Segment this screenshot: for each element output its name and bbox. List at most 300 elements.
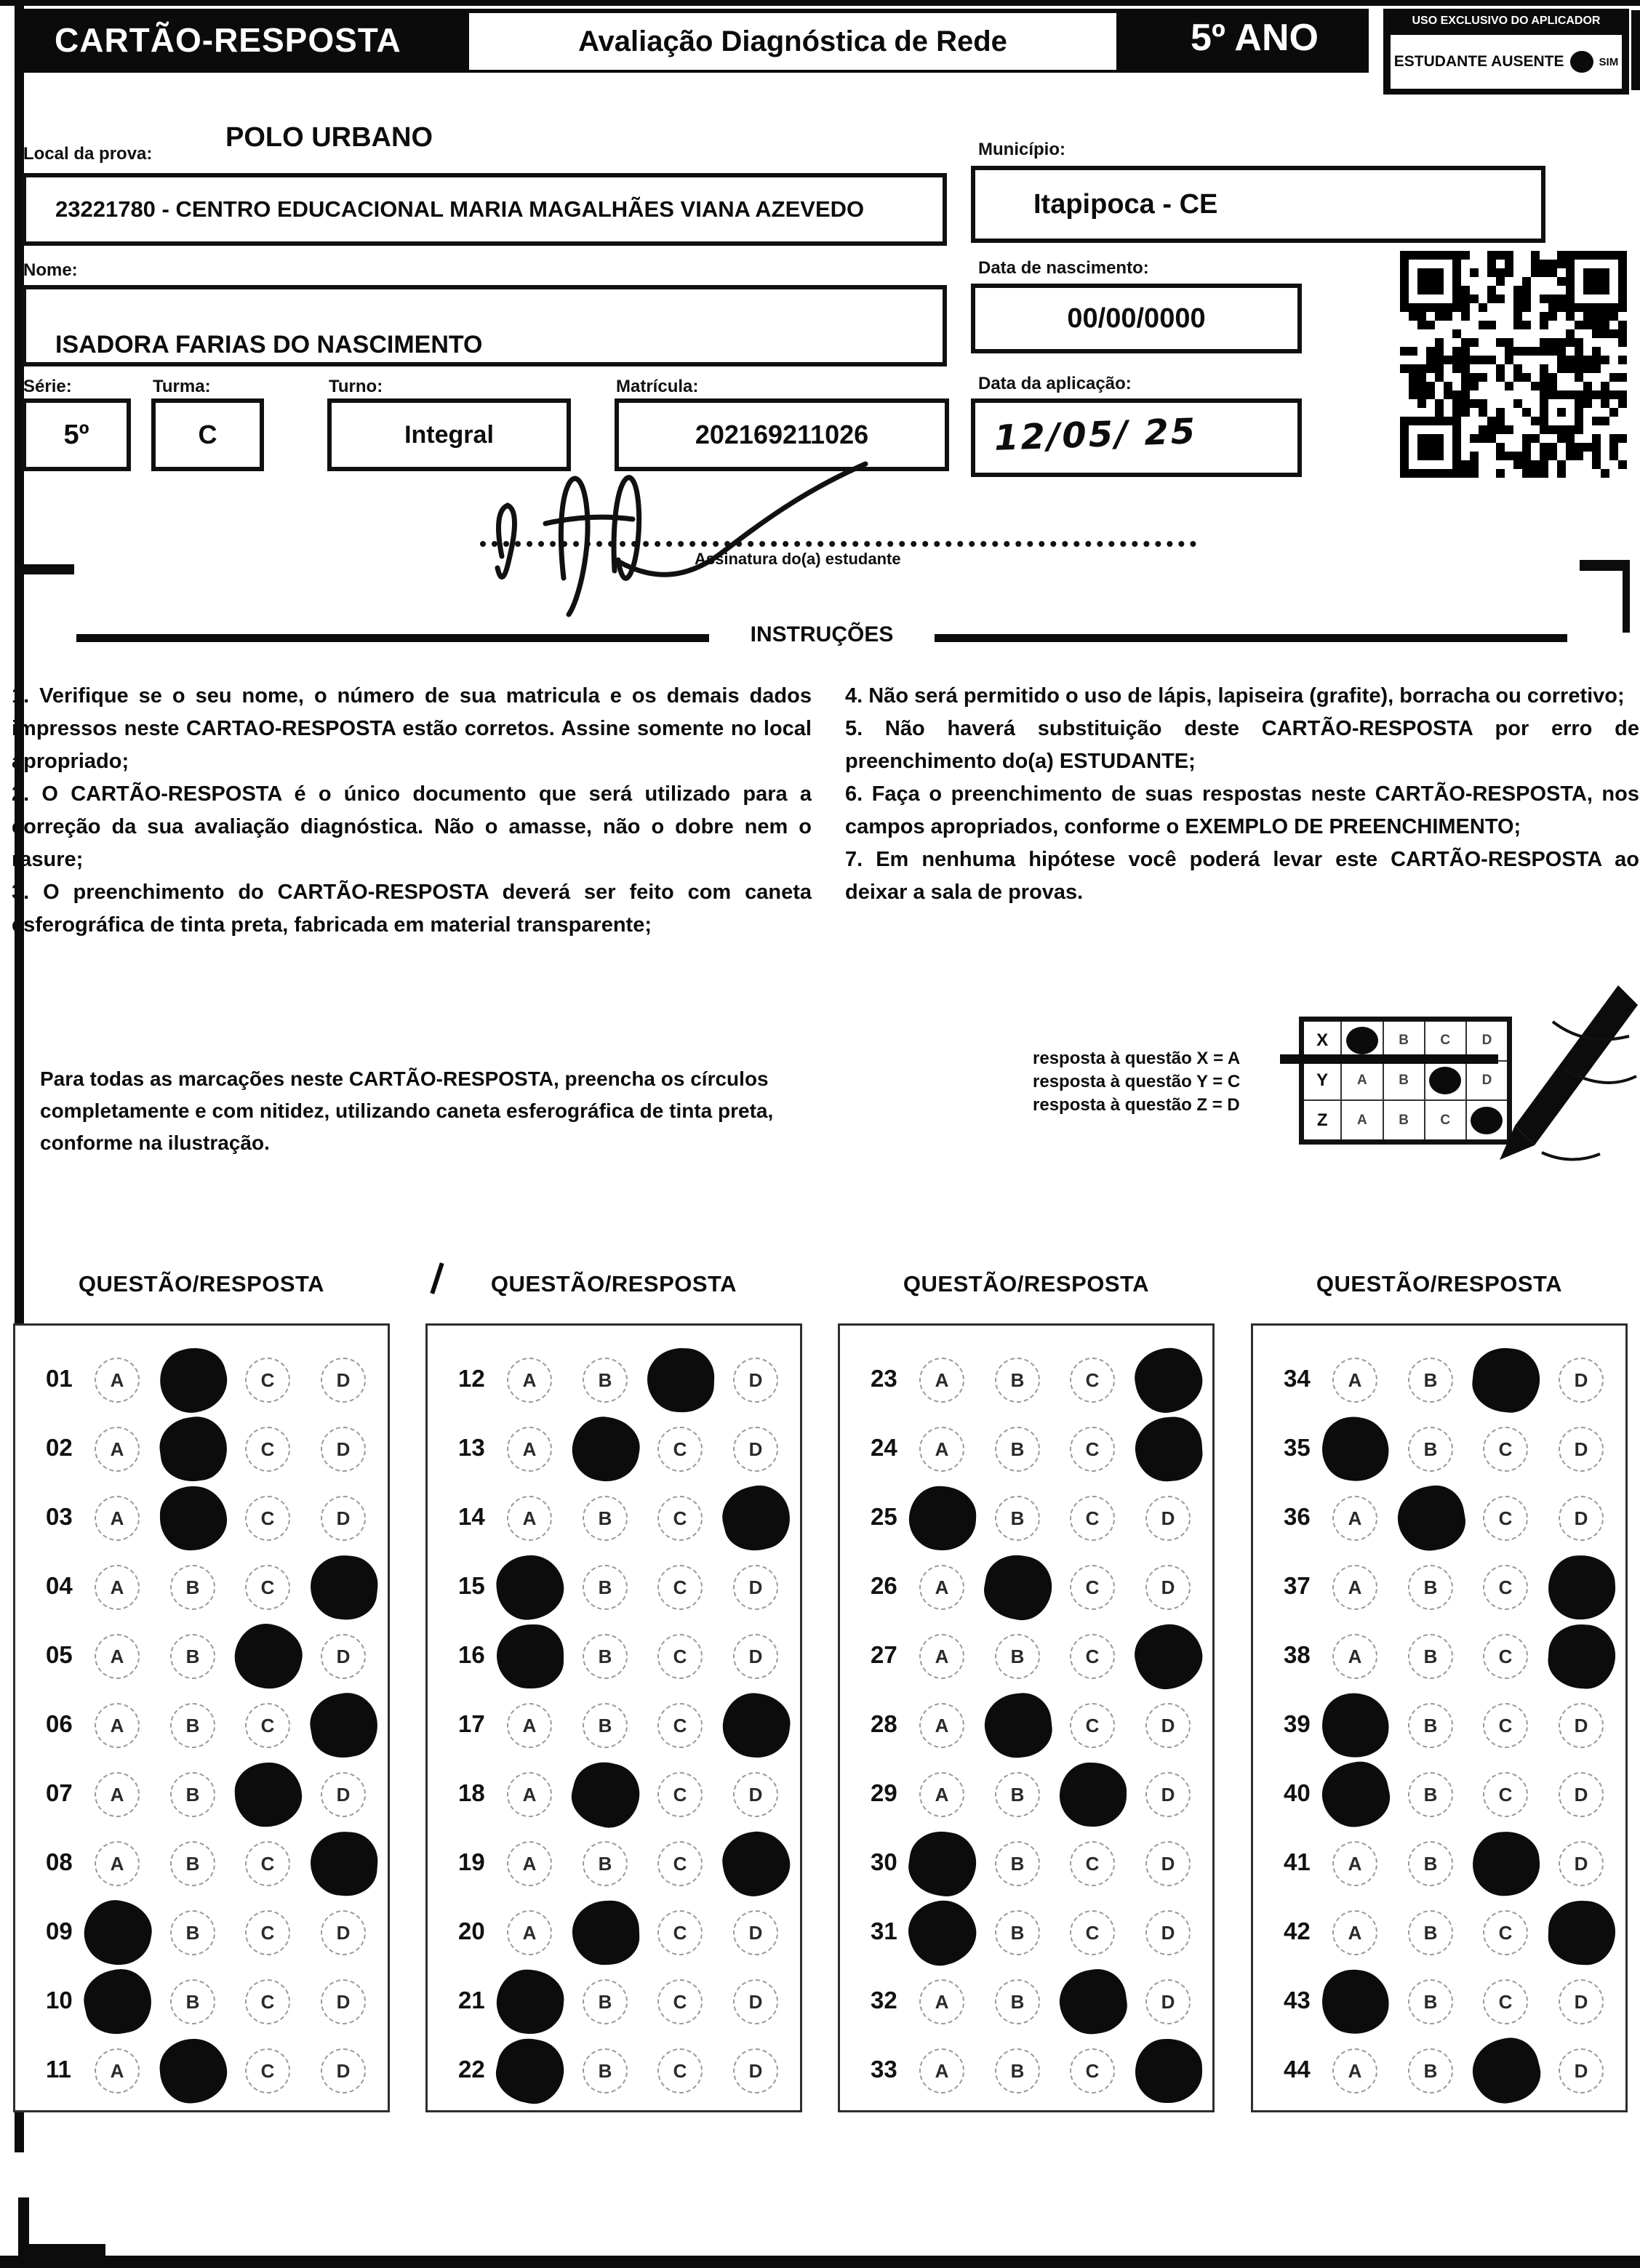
bubble-letter: B <box>1423 1576 1438 1598</box>
bubble-16-C <box>657 1634 703 1679</box>
bubble-letter: C <box>260 1369 275 1391</box>
bubble-letter: D <box>336 1783 351 1806</box>
bubble-38-C <box>1483 1634 1528 1679</box>
bubble-34-C <box>1483 1358 1528 1403</box>
bubble-letter: C <box>673 2059 687 2082</box>
bubble-21-C <box>657 1979 703 2024</box>
bubble-letter: B <box>1423 1921 1438 1944</box>
bubble-29-A <box>919 1772 964 1817</box>
bubble-12-D <box>733 1358 778 1403</box>
question-number-39: 39 <box>1284 1710 1311 1737</box>
bubble-letter: D <box>748 1576 763 1598</box>
bubble-letter: C <box>260 1438 275 1460</box>
bubble-02-A <box>95 1427 140 1472</box>
bubble-15-D <box>733 1565 778 1610</box>
bubble-letter: C <box>1498 1921 1513 1944</box>
example-question-label: Z <box>1316 1110 1328 1130</box>
bubble-30-A <box>919 1841 964 1886</box>
marked-answer-33-D <box>1135 2038 1203 2104</box>
bubble-14-D <box>733 1496 778 1541</box>
bubble-17-C <box>657 1703 703 1748</box>
bubble-36-B <box>1408 1496 1453 1541</box>
bubble-07-A <box>95 1772 140 1817</box>
bubble-letter: C <box>260 1852 275 1875</box>
turno-label: Turno: <box>329 377 383 396</box>
bubble-40-A <box>1332 1772 1377 1817</box>
bubble-06-B <box>170 1703 215 1748</box>
serie-label: Série: <box>23 377 72 396</box>
bubble-42-C <box>1483 1910 1528 1955</box>
assessment-subtitle: Avaliação Diagnóstica de Rede <box>578 25 1007 57</box>
bubble-08-D <box>321 1841 366 1886</box>
bubble-36-A <box>1332 1496 1377 1541</box>
bubble-letter: C <box>673 1852 687 1875</box>
bubble-31-D <box>1145 1910 1191 1955</box>
bubble-35-A <box>1332 1427 1377 1472</box>
bubble-08-C <box>245 1841 290 1886</box>
serie-value: 5º <box>63 419 89 450</box>
bubble-35-D <box>1559 1427 1604 1472</box>
question-number-02: 02 <box>46 1434 73 1461</box>
question-number-35: 35 <box>1284 1434 1311 1461</box>
bubble-22-D <box>733 2048 778 2093</box>
bubble-letter: C <box>1085 1645 1100 1667</box>
example-option-Y-B: B <box>1383 1062 1424 1100</box>
bubble-26-C <box>1070 1565 1115 1610</box>
answer-column-3 <box>838 1323 1215 2112</box>
question-number-19: 19 <box>458 1848 485 1875</box>
question-number-42: 42 <box>1284 1918 1311 1944</box>
bubble-35-C <box>1483 1427 1528 1472</box>
bubble-letter: A <box>1348 1921 1362 1944</box>
bubble-letter: D <box>1161 1783 1175 1806</box>
bubble-letter: C <box>1085 1576 1100 1598</box>
bubble-letter: C <box>1498 1438 1513 1460</box>
bubble-34-B <box>1408 1358 1453 1403</box>
bubble-letter: B <box>185 1576 200 1598</box>
bubble-02-C <box>245 1427 290 1472</box>
example-question-label: X <box>1316 1030 1329 1051</box>
page-title: CARTÃO-RESPOSTA <box>55 21 401 59</box>
bubble-14-C <box>657 1496 703 1541</box>
bubble-25-D <box>1145 1496 1191 1541</box>
bubble-33-A <box>919 2048 964 2093</box>
bubble-letter: C <box>1498 1783 1513 1806</box>
bubble-letter: C <box>673 1990 687 2013</box>
bubble-05-D <box>321 1634 366 1679</box>
nome-label: Nome: <box>23 260 78 280</box>
bubble-22-C <box>657 2048 703 2093</box>
bubble-letter: B <box>1010 1507 1025 1529</box>
bubble-letter: A <box>110 1783 124 1806</box>
bubble-letter: B <box>598 1369 612 1391</box>
instruction-item: 4. Não será permitido o uso de lápis, lapiseira (grafite), borracha ou corretivo; <box>845 684 1625 708</box>
bubble-letter: D <box>1574 1714 1588 1736</box>
bubble-letter: A <box>935 1645 949 1667</box>
marked-answer-10-A <box>79 1963 157 2040</box>
marked-answer-05-C <box>228 1618 308 1695</box>
marked-answer-39-A <box>1316 1688 1394 1763</box>
question-number-15: 15 <box>458 1572 485 1599</box>
bubble-letter: C <box>1498 1576 1513 1598</box>
bubble-letter: C <box>1085 2059 1100 2082</box>
bubble-13-D <box>733 1427 778 1472</box>
bubble-letter: B <box>185 1783 200 1806</box>
bubble-letter: B <box>1423 1714 1438 1736</box>
bubble-42-D <box>1559 1910 1604 1955</box>
bubble-12-B <box>583 1358 628 1403</box>
marked-answer-24-D <box>1133 1415 1204 1483</box>
bubble-24-A <box>919 1427 964 1472</box>
bubble-09-B <box>170 1910 215 1955</box>
bubble-34-A <box>1332 1358 1377 1403</box>
bubble-letter: D <box>1161 1921 1175 1944</box>
question-number-22: 22 <box>458 2056 485 2083</box>
bubble-23-B <box>995 1358 1040 1403</box>
bubble-letter: C <box>260 1921 275 1944</box>
bubble-letter: C <box>673 1645 687 1667</box>
bubble-04-B <box>170 1565 215 1610</box>
marked-answer-25-A <box>908 1485 977 1552</box>
bubble-29-B <box>995 1772 1040 1817</box>
bubble-39-C <box>1483 1703 1528 1748</box>
marked-answer-09-A <box>79 1895 156 1971</box>
marked-answer-38-D <box>1546 1622 1617 1691</box>
bubble-letter: D <box>1574 1438 1588 1460</box>
bubble-letter: A <box>522 1438 537 1460</box>
bubble-04-C <box>245 1565 290 1610</box>
marked-answer-13-B <box>568 1412 644 1486</box>
nascimento-label: Data de nascimento: <box>978 258 1149 278</box>
bubble-15-B <box>583 1565 628 1610</box>
bubble-22-A <box>507 2048 552 2093</box>
bubble-letter: B <box>1423 1783 1438 1806</box>
bubble-28-B <box>995 1703 1040 1748</box>
bubble-18-B <box>583 1772 628 1817</box>
bubble-letter: A <box>110 1645 124 1667</box>
bubble-43-C <box>1483 1979 1528 2024</box>
marked-answer-02-B <box>156 1413 231 1486</box>
bubble-43-A <box>1332 1979 1377 2024</box>
marked-answer-17-D <box>719 1690 793 1762</box>
bubble-letter: A <box>110 1714 124 1736</box>
instruction-item: 6. Faça o preenchimento de suas respostas neste CARTÃO-RESPOSTA, nos campos apropriados, conforme o EXEMPLO DE PREENCHIMENTO; <box>845 782 1639 838</box>
bubble-31-C <box>1070 1910 1115 1955</box>
bubble-16-D <box>733 1634 778 1679</box>
question-number-14: 14 <box>458 1503 485 1530</box>
bubble-letter: C <box>1498 1714 1513 1736</box>
bubble-letter: A <box>935 1576 949 1598</box>
bubble-letter: B <box>185 1714 200 1736</box>
bubble-29-C <box>1070 1772 1115 1817</box>
marked-answer-42-D <box>1547 1899 1616 1966</box>
question-number-17: 17 <box>458 1710 485 1737</box>
bubble-letter: D <box>336 1921 351 1944</box>
marked-answer-08-D <box>308 1830 380 1898</box>
bubble-letter: D <box>748 1921 763 1944</box>
bubble-letter: A <box>522 1714 537 1736</box>
marked-answer-14-D <box>716 1479 797 1558</box>
bubble-letter: B <box>1010 1852 1025 1875</box>
marked-answer-28-B <box>982 1690 1055 1760</box>
marked-answer-43-A <box>1318 1965 1394 2038</box>
marked-answer-34-C <box>1470 1345 1543 1415</box>
marked-answer-31-A <box>902 1894 983 1973</box>
bubble-40-D <box>1559 1772 1604 1817</box>
example-option-Z-C: C <box>1424 1101 1465 1139</box>
absent-label: ESTUDANTE AUSENTE <box>1393 53 1564 70</box>
instruction-item: 1. Verifique se o seu nome, o número de sua matricula e os demais dados impressos neste CARTAO-RESPOSTA estão corretos. Assine somente no local apropriado; <box>12 684 812 773</box>
municipio-value: Itapipoca - CE <box>1033 188 1218 220</box>
bubble-39-D <box>1559 1703 1604 1748</box>
question-number-37: 37 <box>1284 1572 1311 1599</box>
question-number-07: 07 <box>46 1779 73 1806</box>
question-number-43: 43 <box>1284 1987 1311 2013</box>
bubble-44-D <box>1559 2048 1604 2093</box>
bubble-07-B <box>170 1772 215 1817</box>
bubble-36-D <box>1559 1496 1604 1541</box>
question-number-06: 06 <box>46 1710 73 1737</box>
bubble-23-D <box>1145 1358 1191 1403</box>
bubble-37-D <box>1559 1565 1604 1610</box>
bubble-28-C <box>1070 1703 1115 1748</box>
example-option-X-C: C <box>1424 1022 1465 1060</box>
bubble-32-C <box>1070 1979 1115 2024</box>
bubble-letter: C <box>260 1714 275 1736</box>
bubble-11-D <box>321 2048 366 2093</box>
question-number-16: 16 <box>458 1641 485 1668</box>
instruction-item: 3. O preenchimento do CARTÃO-RESPOSTA deverá ser feito com caneta esferográfica de tinta preta, fabricada em material transparente; <box>12 881 812 937</box>
bubble-09-C <box>245 1910 290 1955</box>
bubble-letter: A <box>1348 1507 1362 1529</box>
marked-answer-16-A <box>497 1624 564 1688</box>
question-number-25: 25 <box>871 1503 897 1530</box>
question-number-26: 26 <box>871 1572 897 1599</box>
bubble-letter: C <box>673 1438 687 1460</box>
marked-answer-37-D <box>1547 1554 1617 1622</box>
school-value: 23221780 - CENTRO EDUCACIONAL MARIA MAGALHÃES VIANA AZEVEDO <box>55 196 865 222</box>
marked-answer-36-B <box>1393 1481 1470 1556</box>
question-number-04: 04 <box>46 1572 73 1599</box>
question-number-09: 09 <box>46 1918 73 1944</box>
bubble-letter: C <box>1085 1714 1100 1736</box>
bubble-31-A <box>919 1910 964 1955</box>
example-label: resposta à questão Z = D <box>1033 1095 1240 1115</box>
marked-answer-18-B <box>566 1755 647 1834</box>
bubble-letter: A <box>935 1783 949 1806</box>
example-label: resposta à questão Y = C <box>1033 1072 1241 1091</box>
example-label: resposta à questão X = A <box>1033 1049 1241 1068</box>
bubble-32-A <box>919 1979 964 2024</box>
bubble-11-A <box>95 2048 140 2093</box>
bubble-27-C <box>1070 1634 1115 1679</box>
bubble-letter: A <box>110 1438 124 1460</box>
question-number-12: 12 <box>458 1365 485 1392</box>
bubble-letter: B <box>1010 1921 1025 1944</box>
bubble-10-A <box>95 1979 140 2024</box>
question-number-33: 33 <box>871 2056 897 2083</box>
question-number-20: 20 <box>458 1918 485 1944</box>
bubble-letter: B <box>185 1645 200 1667</box>
bubble-08-B <box>170 1841 215 1886</box>
bubble-letter: B <box>598 1852 612 1875</box>
bubble-26-D <box>1145 1565 1191 1610</box>
bubble-40-C <box>1483 1772 1528 1817</box>
question-number-21: 21 <box>458 1987 485 2013</box>
marked-answer-23-D <box>1129 1342 1207 1418</box>
bubble-letter: A <box>935 1369 949 1391</box>
answer-column-header: QUESTÃO/RESPOSTA <box>78 1271 325 1297</box>
bubble-19-C <box>657 1841 703 1886</box>
bubble-letter: B <box>598 1576 612 1598</box>
bubble-letter: D <box>336 1507 351 1529</box>
bubble-letter: A <box>110 1576 124 1598</box>
bubble-32-B <box>995 1979 1040 2024</box>
bubble-letter: D <box>748 1783 763 1806</box>
bubble-letter: D <box>1574 1369 1588 1391</box>
marked-answer-32-C <box>1055 1966 1130 2038</box>
bubble-05-A <box>95 1634 140 1679</box>
bubble-letter: A <box>522 1852 537 1875</box>
bubble-26-B <box>995 1565 1040 1610</box>
bubble-letter: D <box>336 1438 351 1460</box>
bubble-10-D <box>321 1979 366 2024</box>
question-number-34: 34 <box>1284 1365 1311 1392</box>
bubble-letter: A <box>1348 1645 1362 1667</box>
bubble-letter: C <box>673 1783 687 1806</box>
answer-column-header: QUESTÃO/RESPOSTA <box>1316 1271 1563 1297</box>
bubble-44-A <box>1332 2048 1377 2093</box>
signature-caption: Assinatura do(a) estudante <box>695 550 901 568</box>
bubble-37-C <box>1483 1565 1528 1610</box>
bubble-letter: B <box>1010 1990 1025 2013</box>
bubble-letter: D <box>1161 1990 1175 2013</box>
municipio-label: Município: <box>978 140 1065 159</box>
bubble-33-B <box>995 2048 1040 2093</box>
turma-label: Turma: <box>153 377 211 396</box>
bubble-01-C <box>245 1358 290 1403</box>
bubble-letter: D <box>1161 1714 1175 1736</box>
question-number-32: 32 <box>871 1987 897 2013</box>
instructions-heading: INSTRUÇÕES <box>750 622 894 646</box>
bubble-07-C <box>245 1772 290 1817</box>
answer-column-header: QUESTÃO/RESPOSTA <box>903 1271 1150 1297</box>
bubble-letter: B <box>185 1990 200 2013</box>
bubble-27-B <box>995 1634 1040 1679</box>
question-number-13: 13 <box>458 1434 485 1461</box>
marked-answer-40-A <box>1316 1756 1395 1832</box>
bubble-09-D <box>321 1910 366 1955</box>
bubble-39-B <box>1408 1703 1453 1748</box>
instruction-item: 5. Não haverá substituição deste CARTÃO-RESPOSTA por erro de preenchimento do(a) ESTUDANTE; <box>845 717 1639 773</box>
bubble-16-B <box>583 1634 628 1679</box>
bubble-12-C <box>657 1358 703 1403</box>
example-option-Z-B: B <box>1383 1101 1424 1139</box>
bubble-05-B <box>170 1634 215 1679</box>
bubble-30-C <box>1070 1841 1115 1886</box>
nascimento-value: 00/00/0000 <box>1067 302 1206 334</box>
bubble-letter: C <box>1085 1369 1100 1391</box>
bubble-06-C <box>245 1703 290 1748</box>
bubble-letter: D <box>748 1990 763 2013</box>
question-number-10: 10 <box>46 1987 73 2013</box>
bubble-letter: A <box>935 1714 949 1736</box>
marked-answer-29-C <box>1059 1762 1127 1827</box>
bubble-22-B <box>583 2048 628 2093</box>
bubble-letter: B <box>185 1852 200 1875</box>
marked-answer-26-B <box>980 1550 1057 1625</box>
bubble-03-C <box>245 1496 290 1541</box>
bubble-04-A <box>95 1565 140 1610</box>
bubble-20-D <box>733 1910 778 1955</box>
bubble-letter: B <box>1423 1369 1438 1391</box>
bubble-13-B <box>583 1427 628 1472</box>
marked-answer-04-D <box>308 1552 381 1622</box>
marked-answer-44-C <box>1466 2032 1547 2110</box>
example-option-Y-D: D <box>1465 1062 1507 1100</box>
bubble-letter: B <box>1010 1438 1025 1460</box>
bubble-letter: C <box>1498 1990 1513 2013</box>
marked-answer-20-B <box>571 1899 640 1966</box>
absent-option-label: SIM <box>1599 55 1619 68</box>
bubble-letter: D <box>1161 1507 1175 1529</box>
marked-answer-41-C <box>1470 1829 1542 1899</box>
bubble-30-B <box>995 1841 1040 1886</box>
bubble-24-D <box>1145 1427 1191 1472</box>
bubble-01-D <box>321 1358 366 1403</box>
bubble-03-A <box>95 1496 140 1541</box>
marked-answer-03-B <box>159 1486 228 1551</box>
marked-answer-11-B <box>157 2036 229 2106</box>
bubble-letter: C <box>260 2059 275 2082</box>
bubble-35-B <box>1408 1427 1453 1472</box>
bubble-letter: D <box>336 2059 351 2082</box>
bubble-33-C <box>1070 2048 1115 2093</box>
bubble-21-A <box>507 1979 552 2024</box>
bubble-36-C <box>1483 1496 1528 1541</box>
bubble-letter: A <box>110 1852 124 1875</box>
bubble-letter: A <box>935 1990 949 2013</box>
bubble-30-D <box>1145 1841 1191 1886</box>
bubble-41-D <box>1559 1841 1604 1886</box>
bubble-04-D <box>321 1565 366 1610</box>
bubble-28-A <box>919 1703 964 1748</box>
bubble-37-B <box>1408 1565 1453 1610</box>
bubble-letter: C <box>1498 1507 1513 1529</box>
bubble-letter: A <box>1348 2059 1362 2082</box>
answer-column-1 <box>13 1323 390 2112</box>
bubble-letter: D <box>748 1438 763 1460</box>
marked-answer-19-D <box>719 1827 795 1900</box>
bubble-34-D <box>1559 1358 1604 1403</box>
fill-note: Para todas as marcações neste CARTÃO-RESPOSTA, preencha os círculos completamente e com nitidez, utilizando caneta esferográfica de tinta preta, conforme na ilustração. <box>40 1067 774 1154</box>
bubble-06-A <box>95 1703 140 1748</box>
example-option-X-B: B <box>1383 1022 1424 1060</box>
marked-answer-06-D <box>305 1688 383 1763</box>
question-number-44: 44 <box>1284 2056 1311 2083</box>
bubble-06-D <box>321 1703 366 1748</box>
bubble-letter: A <box>935 2059 949 2082</box>
bubble-02-B <box>170 1427 215 1472</box>
bubble-letter: D <box>1574 1507 1588 1529</box>
marked-answer-15-A <box>493 1552 567 1624</box>
bubble-letter: D <box>748 1645 763 1667</box>
marked-answer-27-D <box>1129 1618 1208 1695</box>
bubble-23-C <box>1070 1358 1115 1403</box>
bubble-letter: B <box>598 1990 612 2013</box>
bubble-letter: D <box>1574 2059 1588 2082</box>
bubble-33-D <box>1145 2048 1191 2093</box>
